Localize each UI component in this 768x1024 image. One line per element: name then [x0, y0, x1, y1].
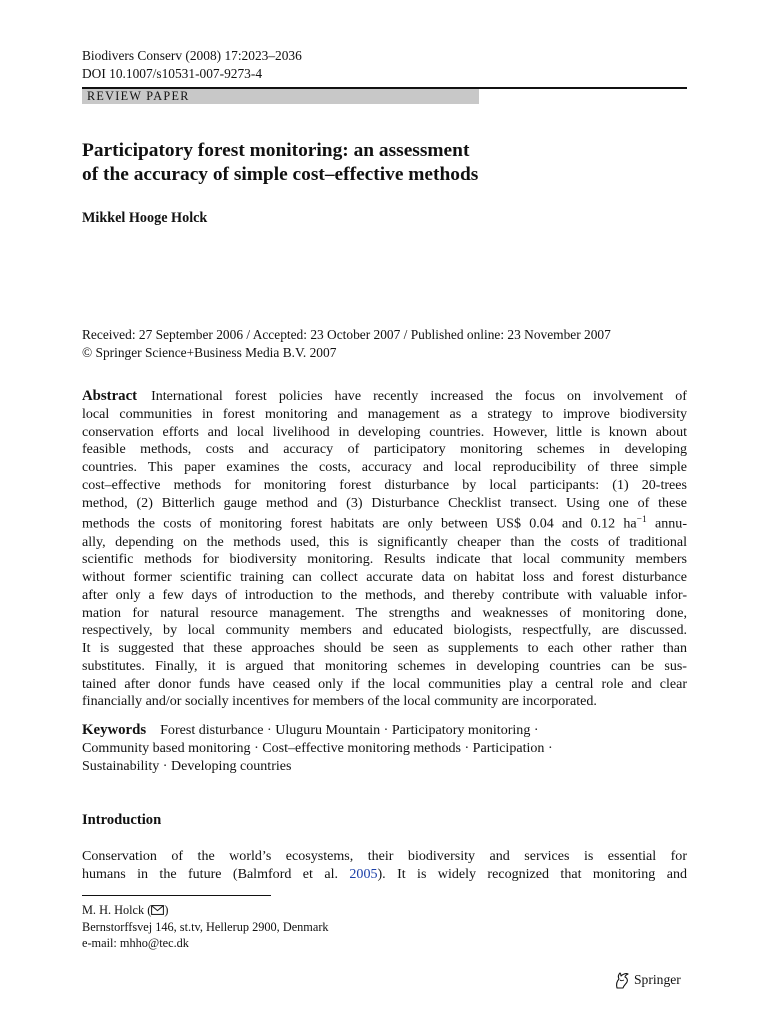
- abstract-line: Abstract International forest policies have recently increased the focus on involvement of: [82, 388, 687, 404]
- title-line-2: of the accuracy of simple cost–effective methods: [82, 164, 479, 185]
- keywords: [82, 722, 687, 775]
- abstract: [82, 388, 687, 711]
- citation-link-balmford-2005[interactable]: 2005: [349, 865, 378, 882]
- intro-line: Conservation of the world’s ecosystems, their biodiversity and services is essential for: [82, 848, 687, 864]
- abstract-line: tained after donor funds have ceased only if the local communities play a central role and clear: [82, 675, 687, 692]
- abstract-line: conservation efforts and local livelihood in developing countries. However, little is known about: [82, 423, 687, 440]
- article-title: [82, 139, 702, 187]
- section-label: REVIEW PAPER: [82, 89, 479, 104]
- abstract-line: feasible methods, costs and accuracy of participatory monitoring schemes in developing: [82, 441, 687, 458]
- springer-horse-icon: [614, 971, 630, 989]
- abstract-line: ally, depending on the methods used, this is significantly cheaper than the costs of traditional: [82, 533, 687, 550]
- section-heading-introduction: Introduction: [82, 812, 162, 828]
- keywords-line: Keywords Forest disturbance · Uluguru Mountain · Participatory monitoring ·: [82, 722, 539, 738]
- copyright-line: © Springer Science+Business Media B.V. 2007: [82, 344, 337, 360]
- abstract-line: local communities in forest monitoring and management as a strategy to improve biodiversity: [82, 405, 687, 422]
- abstract-line: method, (2) Bitterlich gauge method and (3) Disturbance Checklist transect. Using one of these: [82, 494, 687, 511]
- journal-citation: Biodivers Conserv (2008) 17:2023–2036: [82, 48, 302, 63]
- intro-line: humans in the future (Balmford et al. 2005). It is widely recognized that monitoring and: [82, 865, 687, 882]
- envelope-icon: [151, 904, 164, 920]
- author-footnote: [82, 903, 329, 951]
- abstract-line: financially and/or socially incentives for members of the local community are incorporated.: [82, 693, 597, 710]
- abstract-label: Abstract: [82, 388, 138, 404]
- keywords-line: Community based monitoring · Cost–effective monitoring methods · Participation ·: [82, 739, 553, 756]
- abstract-line: mation for natural resource management. The strengths and weaknesses of monitoring done,: [82, 604, 687, 621]
- article-dates: [82, 326, 611, 361]
- abstract-line: substitutes. Finally, it is argued that monitoring schemes in developing countries can be sus-: [82, 657, 687, 674]
- abstract-line: It is suggested that these approaches should be seen as supplements to each other rather than: [82, 640, 687, 657]
- keywords-line: Sustainability · Developing countries: [82, 757, 292, 774]
- publisher-name: Springer: [634, 972, 681, 987]
- per-hectare-exponent: −1: [636, 515, 647, 526]
- abstract-line: after only a few days of introduction to the methods, and thereby contribute with valuable infor-: [82, 586, 687, 603]
- publication-history: Received: 27 September 2006 / Accepted: 23 October 2007 / Published online: 23 November 2007: [82, 327, 611, 342]
- journal-doi: DOI 10.1007/s10531-007-9273-4: [82, 65, 263, 81]
- footnote-address: Bernstorffsvej 146, st.tv, Hellerup 2900, Denmark: [82, 919, 329, 934]
- abstract-line: respectively, by local community members and educated biologists, respectfully, are discussed.: [82, 622, 687, 639]
- footnote-rule: [82, 895, 271, 896]
- author-name: Mikkel Hooge Holck: [82, 210, 208, 226]
- abstract-line: scientific methods for biodiversity monitoring. Results indicate that local community members: [82, 551, 687, 568]
- footnote-email[interactable]: e-mail: mhho@tec.dk: [82, 935, 189, 950]
- title-line-1: Participatory forest monitoring: an assessment: [82, 140, 470, 161]
- abstract-line: cost–effective methods for monitoring forest disturbance by local participants: (1) 20-trees: [82, 476, 687, 493]
- journal-header: [82, 47, 302, 82]
- introduction-text: [82, 848, 687, 884]
- publisher-logo: [614, 971, 681, 989]
- abstract-line: methods the costs of monitoring forest habitats are only between US$ 0.04 and 0.12 $ha^{-1}$ annu-: [82, 515, 687, 532]
- abstract-line: without former scientific training can collect accurate data on habitat loss and forest disturbance: [82, 569, 687, 586]
- footnote-author: M. H. Holck ( ): [82, 903, 329, 920]
- abstract-line: countries. This paper examines the costs, accuracy and local reproducibility of three simple: [82, 459, 687, 475]
- keywords-label: Keywords: [82, 722, 147, 738]
